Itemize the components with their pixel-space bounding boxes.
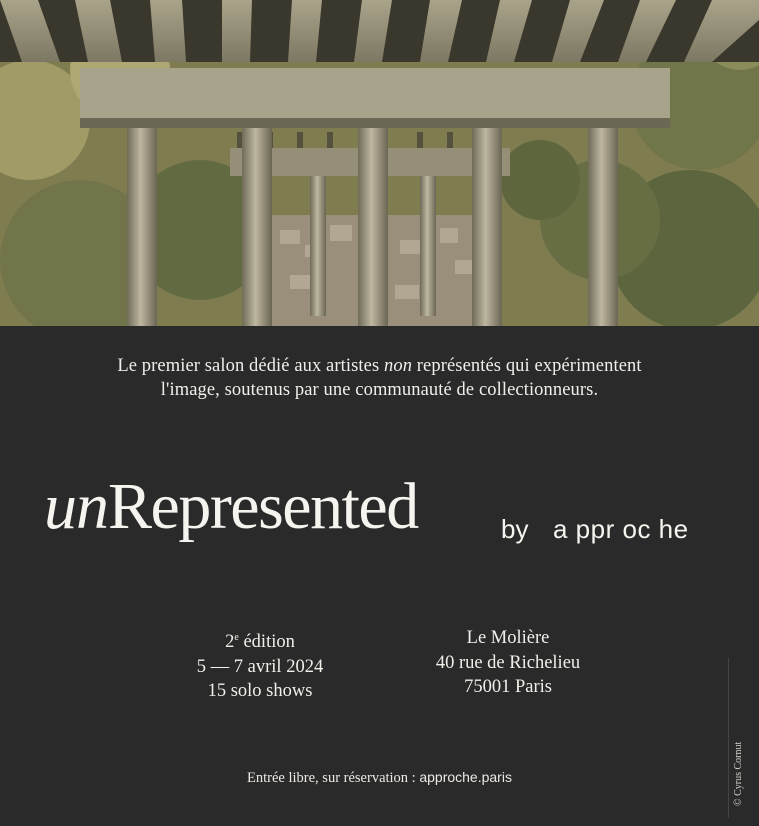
event-dates: 5 — 7 avril 2024 [196, 656, 324, 677]
reservation-link[interactable]: approche.paris [419, 769, 512, 785]
by-label: by [501, 514, 529, 544]
info-panel [0, 326, 759, 826]
photo-credit: © Cyrus Cornut [733, 741, 744, 806]
logo-word: Represented [108, 470, 418, 543]
venue-city: 75001 Paris [464, 677, 552, 697]
event-details [160, 626, 360, 704]
hero-photo [0, 0, 759, 326]
reservation-note [0, 769, 759, 787]
reservation-text: Entrée libre, sur réservation : [247, 770, 420, 786]
tagline-emphasis: non [384, 356, 413, 376]
edition-superscript: e [234, 632, 239, 643]
venue-address [383, 626, 633, 700]
bridge-photo-illustration [0, 0, 759, 326]
venue-street: 40 rue de Richelieu [435, 652, 581, 673]
tagline-line-1 [0, 354, 759, 378]
venue-name: Le Molière [466, 628, 550, 648]
solo-shows-count: 15 solo shows [207, 681, 313, 701]
tagline-line-2: l'image, soutenus par une communauté de collectionneurs. [160, 380, 599, 400]
partner-logo: a ppr oc he [553, 514, 689, 544]
tagline [0, 354, 759, 402]
tagline-text: représentés qui expérimentent [412, 356, 642, 376]
logo-prefix: un [44, 470, 108, 543]
edition [160, 626, 360, 655]
edition-number: 2 [225, 632, 235, 652]
edition-word: édition [238, 632, 295, 652]
event-logo [44, 469, 418, 569]
tagline-text: Le premier salon dédié aux artistes [117, 356, 384, 376]
